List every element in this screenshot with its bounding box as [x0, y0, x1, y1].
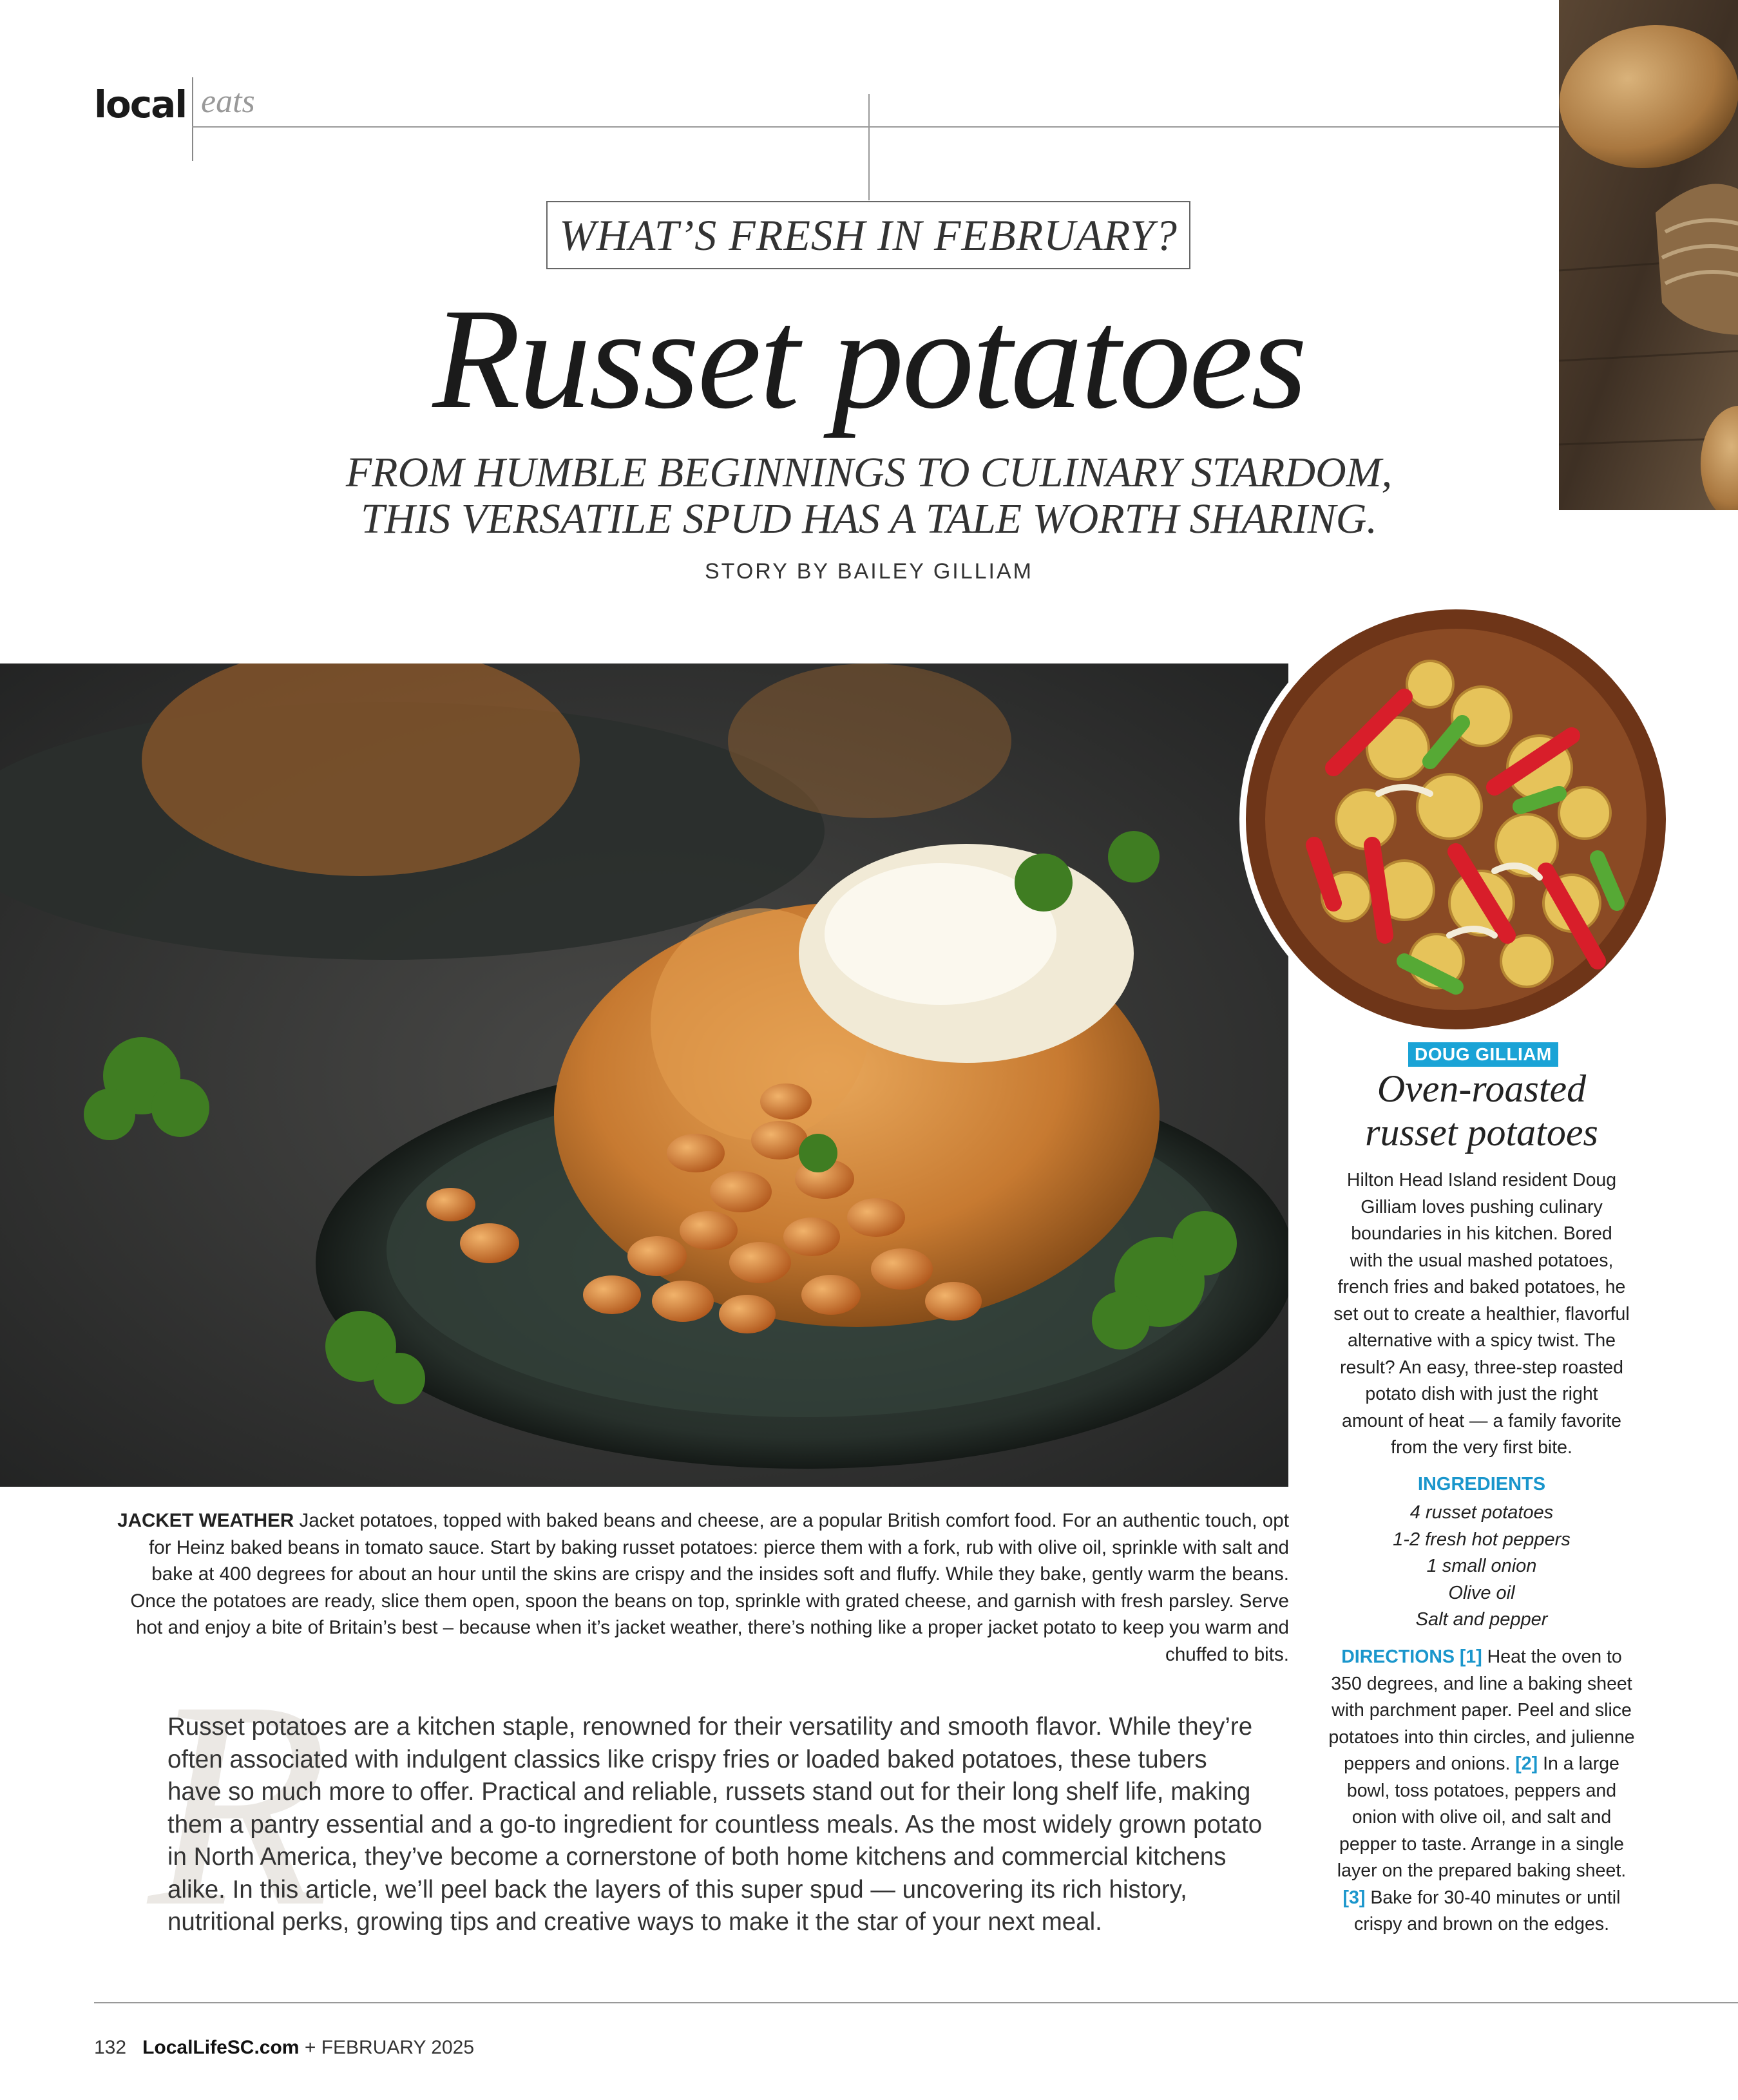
logo-divider [192, 77, 193, 161]
deck-line-1: FROM HUMBLE BEGINNINGS TO CULINARY STARDOM, [345, 449, 1393, 496]
header-center-tick [868, 94, 870, 200]
ingredient-item: 4 russet potatoes [1409, 1502, 1554, 1523]
photo-credit-badge: DOUG GILLIAM [1408, 1042, 1558, 1067]
deck [0, 450, 1738, 542]
footer [94, 2037, 474, 2059]
section-label: eats [201, 83, 255, 120]
recipe-title [1314, 1067, 1649, 1154]
caption-lead: JACKET WEATHER [117, 1510, 294, 1531]
step-text: Bake for 30-40 minutes or until crispy and brown on the edges. [1353, 1887, 1621, 1934]
directions [1327, 1644, 1636, 1938]
photo-jacket-potato [0, 663, 1288, 1487]
step-number: [3] [1342, 1887, 1366, 1908]
brand-logo: local [94, 82, 187, 126]
photo-potatoes-basket [1559, 0, 1738, 510]
kicker-box: WHAT’S FRESH IN FEBRUARY? [546, 201, 1190, 269]
footer-separator: + [304, 2037, 316, 2058]
ingredients-heading: INGREDIENTS [1417, 1474, 1546, 1494]
footer-date: FEBRUARY 2025 [321, 2037, 475, 2058]
page-number: 132 [94, 2037, 127, 2058]
article-intro: Russet potatoes are a kitchen staple, renowned for their versatility and smooth flavor. While they’re often associated with indulgent classics like crispy fries or loaded baked potatoes, these tubers have so much more to offer. Practical and reliable, russets stand out for their long shelf life, making them a pantry essential and a go-to ingredient for countless meals. As the most widely grown potato in North America, they’ve become a cornerstone of both home kitchens and commercial kitchens alike. In this article, we’ll peel back the layers of this super spud — uncovering its rich history, nutritional perks, growing tips and creative ways to make it the star of your next meal. [167, 1713, 1263, 1936]
photo-roasted-potatoes-bowl [1237, 600, 1675, 1038]
byline: STORY BY BAILEY GILLIAM [705, 559, 1033, 584]
recipe-title-line-1: Oven-roasted [1377, 1067, 1587, 1110]
headline: Russet potatoes [432, 279, 1306, 439]
footer-rule [94, 2002, 1738, 2003]
ingredient-item: Olive oil [1448, 1582, 1515, 1603]
step-text: In a large bowl, toss potatoes, peppers and onion with olive oil, and salt and pepper to taste. Arrange in a single layer on the prepared baking sheet. [1337, 1753, 1627, 1881]
step-text: Heat the oven to 350 degrees, and line a baking sheet with parchment paper. Peel and slice potatoes into thin circles, and julienne peppers and onions. [1328, 1647, 1635, 1774]
recipe-title-line-2: russet potatoes [1365, 1111, 1598, 1154]
header-rule [192, 126, 1563, 128]
footer-site: LocalLifeSC.com [142, 2037, 300, 2058]
drop-cap: R [148, 1639, 329, 1968]
ingredient-item: 1 small onion [1426, 1556, 1537, 1576]
ingredient-item: Salt and pepper [1415, 1609, 1548, 1630]
recipe-intro: Hilton Head Island resident Doug Gilliam loves pushing culinary boundaries in his kitchen. Bored with the usual mashed potatoes, french fries and baked potatoes, he set out to create a healthier, flavorful alternative with a spicy twist. The result? An easy, three-step roasted potato dish with just the right amount of heat — a family favorite from the very first bite. [1333, 1170, 1630, 1458]
caption-text: Jacket potatoes, topped with baked beans and cheese, are a popular British comfort food. For an authentic touch, opt for Heinz baked beans in tomato sauce. Start by baking russet potatoes: pierce them with a fork, rub with olive oil, sprinkle with salt and bake at 400 degrees for about an hour until the skins are crispy and the insides soft and fluffy. While they bake, gently warm the beans. Once the potatoes are ready, slice them open, spoon the beans on top, sprinkle with grated cheese, and garnish with fresh parsley. Serve hot and enjoy a bite of Britain’s best – because when it’s jacket weather, there’s nothing like a proper jacket potato to keep you warm and chuffed to bits. [130, 1510, 1289, 1665]
step-number: [2] [1515, 1753, 1538, 1774]
ingredients-list [1333, 1500, 1630, 1634]
step-number: [1] [1459, 1647, 1482, 1667]
ingredient-item: 1-2 fresh hot peppers [1393, 1529, 1571, 1550]
deck-line-2: THIS VERSATILE SPUD HAS A TALE WORTH SHARING. [361, 495, 1377, 542]
directions-heading: DIRECTIONS [1341, 1647, 1455, 1667]
